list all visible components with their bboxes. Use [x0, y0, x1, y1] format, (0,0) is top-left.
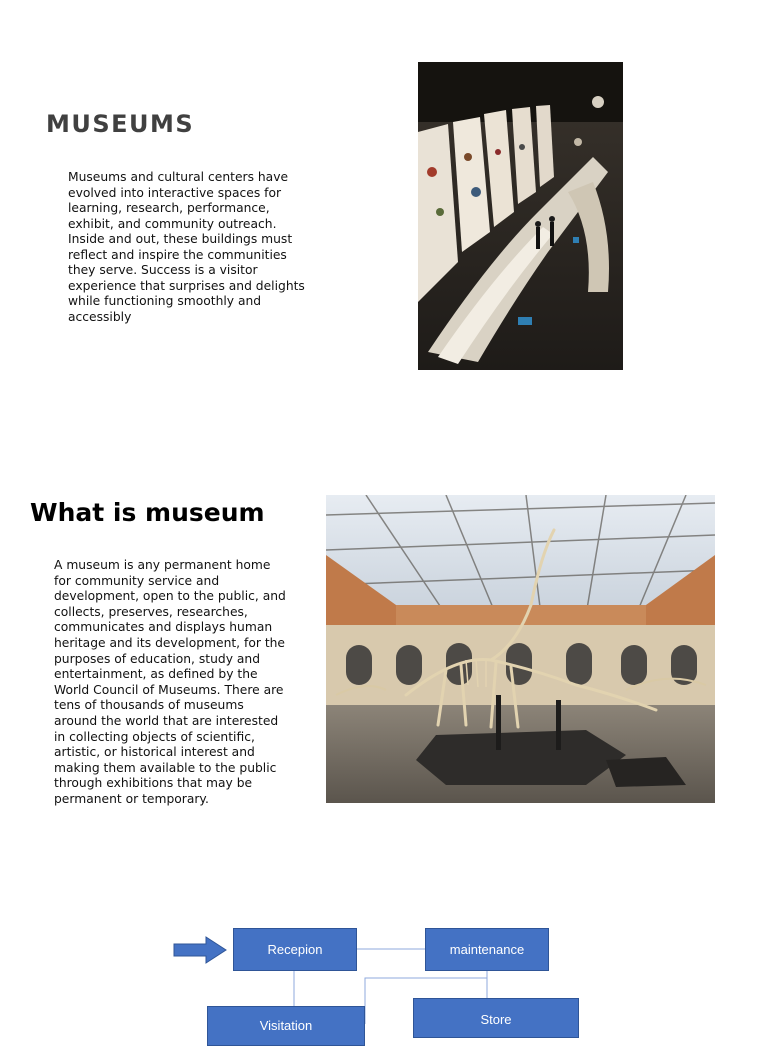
- store-box: Store: [413, 998, 579, 1038]
- slide-title-museums: MUSEUMS: [46, 110, 195, 138]
- visitation-box: Visitation: [207, 1006, 365, 1046]
- what-is-museum-paragraph: A museum is any permanent home for community service and development, open to the public, and collects, preserves, researches, communicates and displays human heritage and its development, for the purposes of education, study and entertainment, as defined by the World Council of Museums. There are tens of thousands of museums around the world that are interested in collecting objects of scientific, artistic, or historical interest and making them available to the public through exhibitions that may be permanent or temporary.: [54, 558, 286, 806]
- dinosaur-hall-photo: [326, 495, 715, 803]
- slide-title-what-is-museum: What is museum: [30, 498, 265, 527]
- arrow-right-icon: [174, 937, 226, 963]
- museum-gallery-photo: [418, 62, 623, 370]
- reception-box: Recepion: [233, 928, 357, 971]
- maintenance-box: maintenance: [425, 928, 549, 971]
- museums-paragraph: Museums and cultural centers have evolved into interactive spaces for learning, research, performance, exhibit, and community outreach. Inside and out, these buildings must reflect and inspire the communities they serve. Success is a visitor experience that surprises and delights while functioning smoothly and accessibly: [68, 170, 305, 324]
